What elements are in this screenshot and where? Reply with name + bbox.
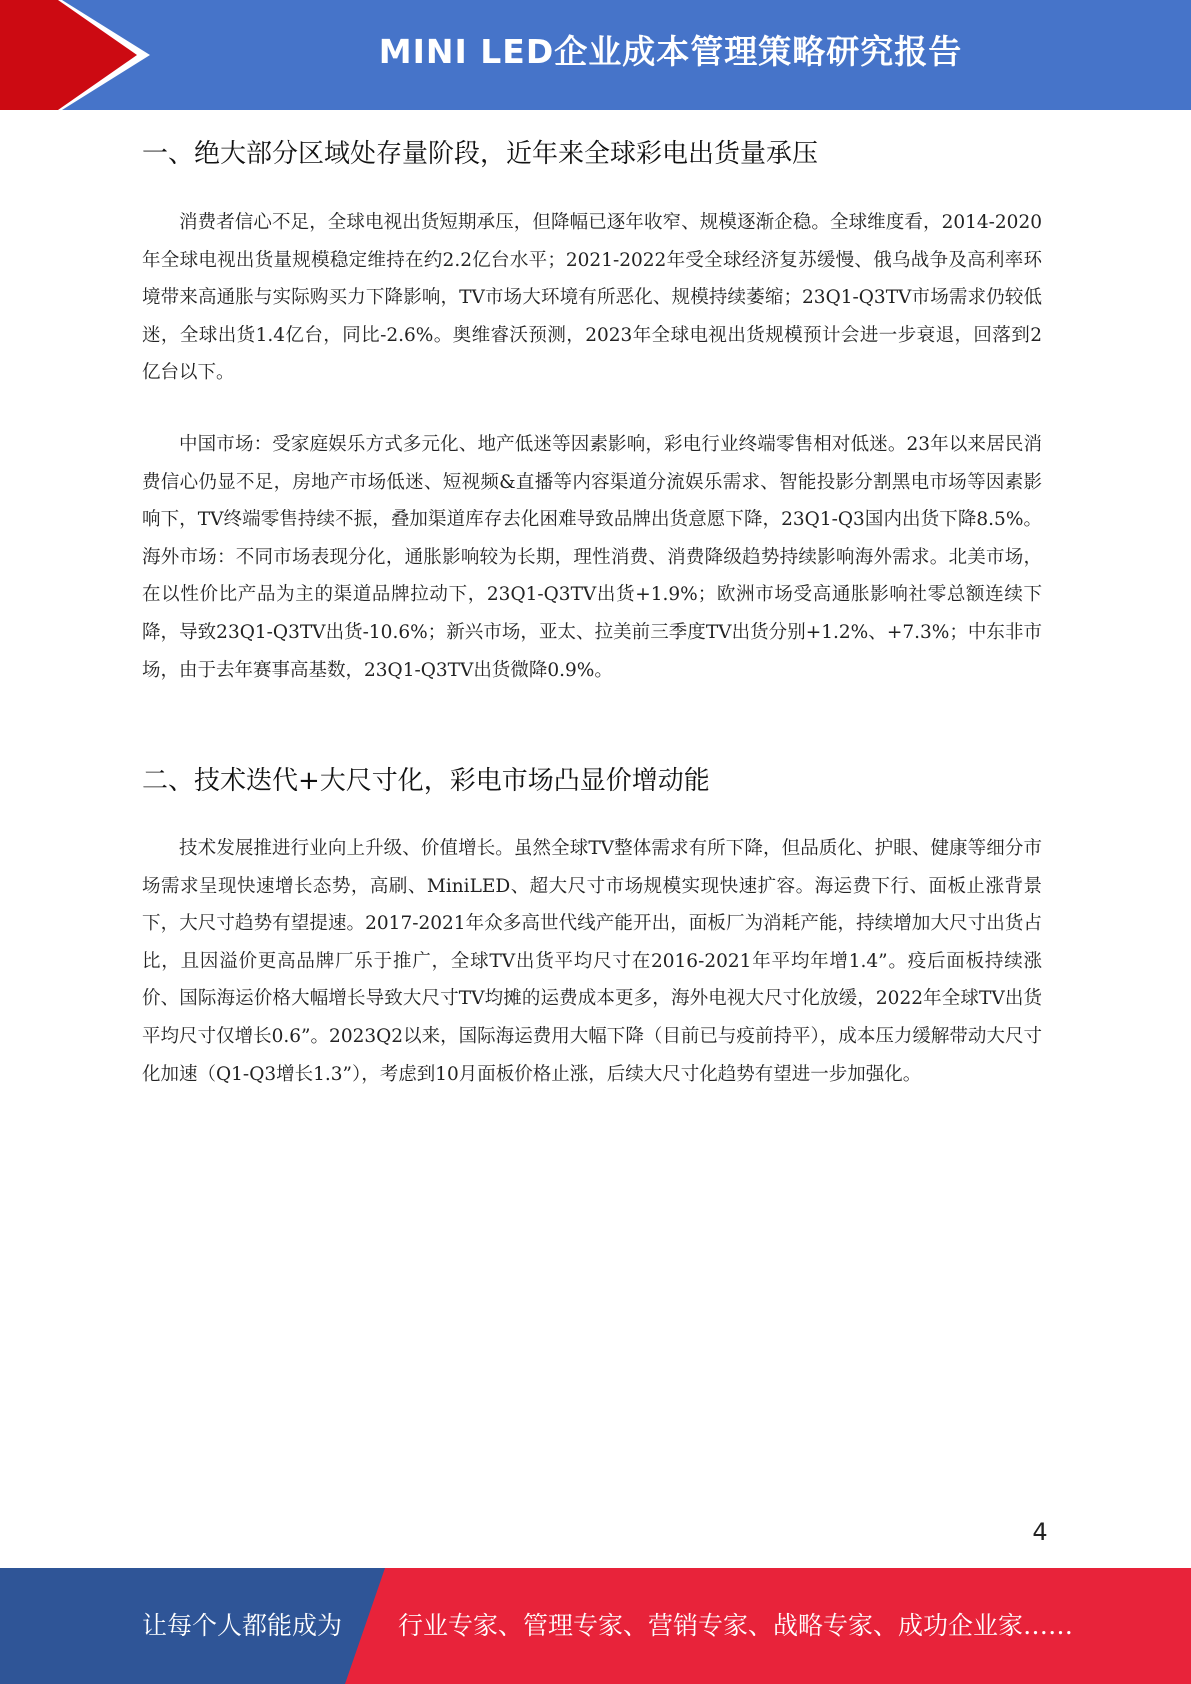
paragraph-2: 中国市场：受家庭娱乐方式多元化、地产低迷等因素影响，彩电行业终端零售相对低迷。23年以来居民消费信心仍显不足，房地产市场低迷、短视频&直播等内容渠道分流娱乐需求、智能投影分割黑电市场等因素影响下，TV终端零售持续不振，叠加渠道库存去化困难导致品牌出货意愿下降，23Q1-Q3国内出货下降8.5%。海外市场：不同市场表现分化，通胀影响较为长期，理性消费、消费降级趋势持续影响海外需求。北美市场，在以性价比产品为主的渠道品牌拉动下，23Q1-Q3TV出货+1.9%；欧洲市场受高通胀影响社零总额连续下降，导致23Q1-Q3TV出货-10.6%；新兴市场，亚太、拉美前三季度TV出货分别+1.2%、+7.3%；中东非市场，由于去年赛事高基数，23Q1-Q3TV出货微降0.9%。 [142,434,1042,681]
footer-slogan-left: 让每个人都能成为 [142,1611,343,1640]
footer-slogan-right: 行业专家、管理专家、营销专家、战略专家、成功企业家…… [398,1611,1074,1640]
header-arrow-decoration [0,0,160,110]
page-header [0,0,1191,110]
page-number: 4 [1032,1518,1048,1546]
section-heading-2: 二、技术迭代+大尺寸化，彩电市场凸显价增动能 [142,766,710,796]
section-heading-1: 一、绝大部分区域处存量阶段，近年来全球彩电出货量承压 [142,139,819,169]
document-title: MINI LED企业成本管理策略研究报告 [378,32,963,71]
page-footer [0,1568,1191,1684]
paragraph-1: 消费者信心不足，全球电视出货短期承压，但降幅已逐年收窄、规模逐渐企稳。全球维度看，2014-2020年全球电视出货量规模稳定维持在约2.2亿台水平；2021-2022年受全球经济复苏缓慢、俄乌战争及高利率环境带来高通胀与实际购买力下降影响，TV市场大环境有所恶化、规模持续萎缩；23Q1-Q3TV市场需求仍较低迷，全球出货1.4亿台，同比-2.6%。奥维睿沃预测，2023年全球电视出货规模预计会进一步衰退，回落到2亿台以下。 [142,212,1042,384]
paragraph-3: 技术发展推进行业向上升级、价值增长。虽然全球TV整体需求有所下降，但品质化、护眼、健康等细分市场需求呈现快速增长态势，高刷、MiniLED、超大尺寸市场规模实现快速扩容。海运费下行、面板止涨背景下，大尺寸趋势有望提速。2017-2021年众多高世代线产能开出，面板厂为消耗产能，持续增加大尺寸出货占比，且因溢价更高品牌厂乐于推广，全球TV出货平均尺寸在2016-2021年平均年增1.4”。疫后面板持续涨价、国际海运价格大幅增长导致大尺寸TV均摊的运费成本更多，海外电视大尺寸化放缓，2022年全球TV出货平均尺寸仅增长0.6”。2023Q2以来，国际海运费用大幅下降（目前已与疫前持平），成本压力缓解带动大尺寸化加速（Q1-Q3增长1.3”），考虑到10月面板价格止涨，后续大尺寸化趋势有望进一步加强化。 [142,838,1042,1085]
